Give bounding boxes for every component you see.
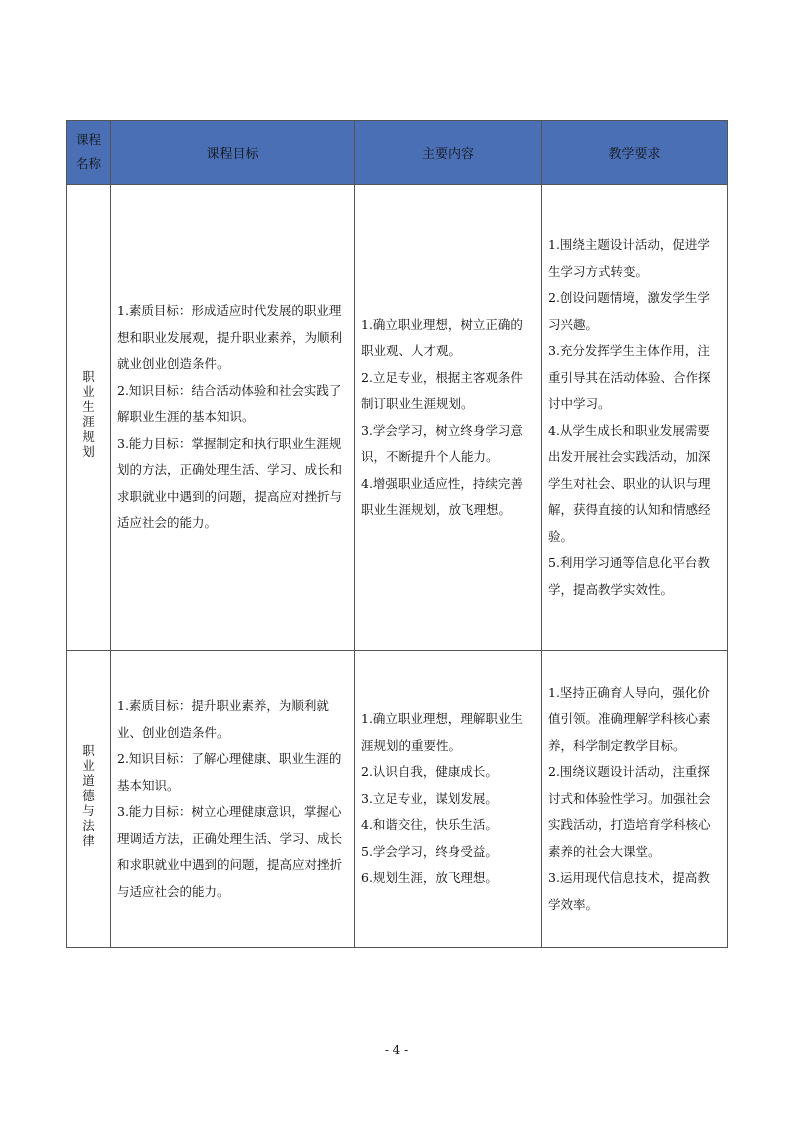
- course-goals-cell: [111, 185, 355, 651]
- requirement-item: 5.利用学习通等信息化平台教学，提高教学实效性。: [548, 555, 710, 597]
- goal-item: 3.能力目标：掌握制定和执行职业生涯规划的方法，正确处理生活、学习、成长和求职就业中遇到的问题，提高应对挫折与适应社会的能力。: [117, 435, 343, 531]
- table-header-row: [67, 121, 728, 185]
- requirement-item: 2.围绕议题设计活动，注重探讨式和体验性学习。加强社会实践活动，打造培育学科核心素养的社会大课堂。: [548, 764, 711, 859]
- goal-item: 2.知识目标：结合活动体验和社会实践了解职业生涯的基本知识。: [117, 382, 342, 425]
- course-name: 职业生涯规划: [82, 369, 95, 460]
- content-item: 2.立足专业，根据主客观条件制订职业生涯规划。: [361, 369, 523, 411]
- content-item: 4.增强职业适应性，持续完善职业生涯规划，放飞理想。: [361, 475, 523, 517]
- teaching-requirements-cell: [542, 185, 728, 651]
- table-row: [67, 185, 728, 651]
- requirement-item: 3.运用现代信息技术，提高教学效率。: [548, 870, 710, 912]
- course-name: 职业道德与法律: [82, 743, 95, 849]
- content-item: 6.规划生涯，放飞理想。: [361, 870, 498, 886]
- main-content-cell: [355, 651, 542, 948]
- goal-item: 1.素质目标：形成适应时代发展的职业理想和职业发展观，提升职业素养，为顺利就业创业创造条件。: [117, 303, 343, 372]
- page-number: - 4 -: [384, 1043, 409, 1057]
- content-item: 4.和谐交往，快乐生活。: [361, 817, 498, 833]
- content-item: 3.立足专业，谋划发展。: [361, 790, 498, 806]
- content-item: 1.确立职业理想，树立正确的职业观、人才观。: [361, 316, 523, 358]
- content-item: 5.学会学习，终身受益。: [361, 843, 498, 859]
- requirement-item: 2.创设问题情境，激发学生学习兴趣。: [548, 290, 710, 332]
- requirement-item: 1.围绕主题设计活动，促进学生学习方式转变。: [548, 237, 710, 279]
- course-goals-cell: [111, 651, 355, 948]
- header-teaching-requirements: 教学要求: [542, 121, 728, 185]
- table-row: [67, 651, 728, 948]
- header-course-name: 课程名称: [67, 121, 111, 185]
- content-item: 1.确立职业理想，理解职业生涯规划的重要性。: [361, 711, 523, 753]
- content-item: 2.认识自我，健康成长。: [361, 764, 498, 780]
- goal-item: 3.能力目标：树立心理健康意识，掌握心理调适方法，正确处理生活、学习、成长和求职就业中遇到的问题，提高应对挫折与适应社会的能力。: [117, 804, 343, 899]
- requirement-item: 3.充分发挥学生主体作用，注重引导其在活动体验、合作探讨中学习。: [548, 343, 711, 411]
- header-main-content: 主要内容: [355, 121, 542, 185]
- main-content-cell: [355, 185, 542, 651]
- goal-item: 1.素质目标：提升职业素养，为顺利就业、创业创造条件。: [117, 698, 329, 740]
- course-name-cell: [67, 185, 111, 651]
- header-course-goals: 课程目标: [111, 121, 355, 185]
- goal-item: 2.知识目标：了解心理健康、职业生涯的基本知识。: [117, 751, 342, 793]
- content-item: 3.学会学习，树立终身学习意识，不断提升个人能力。: [361, 422, 523, 464]
- course-table: [66, 120, 728, 948]
- course-name-cell: [67, 651, 111, 948]
- requirement-item: 1.坚持正确育人导向，强化价值引领。准确理解学科核心素养，科学制定教学目标。: [548, 684, 711, 753]
- teaching-requirements-cell: [542, 651, 728, 948]
- requirement-item: 4.从学生成长和职业发展需要出发开展社会实践活动，加深学生对社会、职业的认识与理解，获得直接的认知和情感经验。: [548, 422, 711, 544]
